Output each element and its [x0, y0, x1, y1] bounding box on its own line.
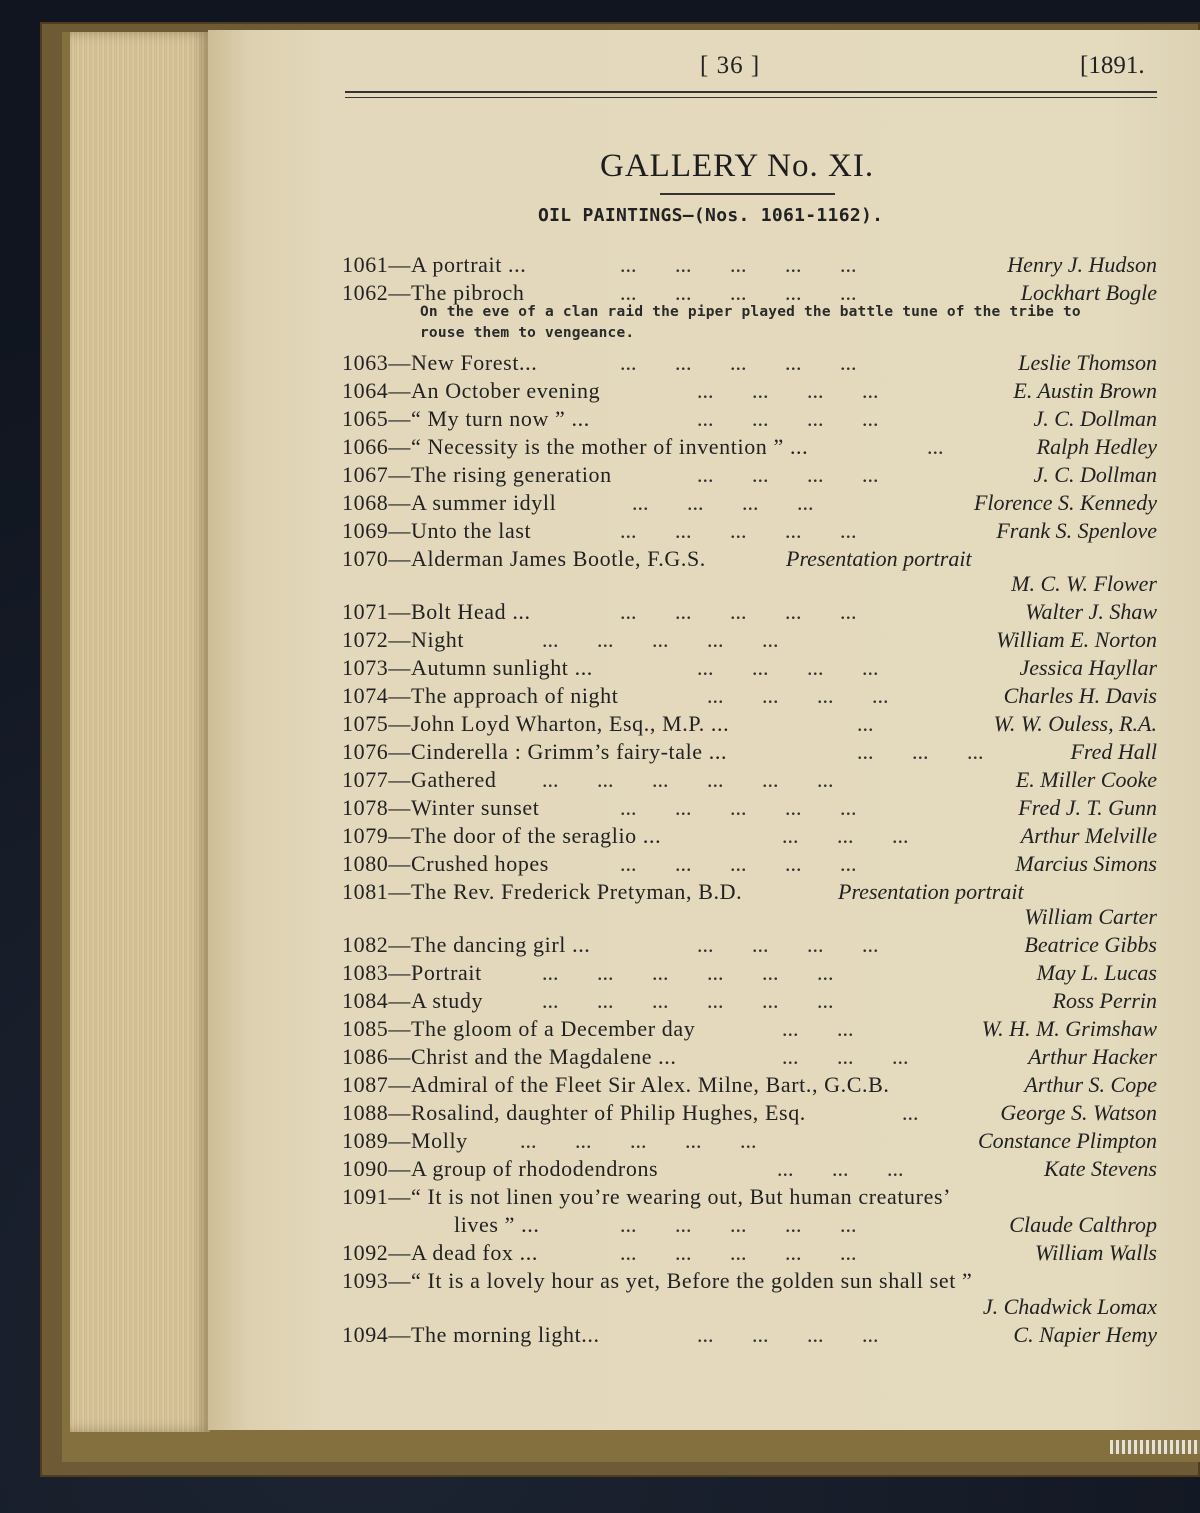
- entry-title: 1092—A dead fox ...: [342, 1240, 538, 1265]
- entry-title: 1077—Gathered: [342, 767, 497, 792]
- catalogue-entry: [342, 406, 1157, 434]
- entry-note: On the eve of a clan raid the piper played the battle tune of the tribe to: [420, 304, 1081, 320]
- entry-title: 1064—An October evening: [342, 378, 601, 403]
- catalogue-entry: [342, 711, 1157, 739]
- entry-title: 1090—A group of rhododendrons: [342, 1156, 659, 1181]
- entry-artist: Fred Hall: [1070, 739, 1157, 764]
- entry-title: 1091—“ It is not linen you’re wearing out, But human creatures’: [342, 1184, 952, 1209]
- catalogue-entry: [342, 1268, 1157, 1296]
- entry-title: 1069—Unto the last: [342, 518, 532, 543]
- leader-dots: ... ... ... ... ...: [620, 252, 857, 277]
- entry-title: 1074—The approach of night: [342, 683, 619, 708]
- entry-artist: W. W. Ouless, R.A.: [993, 711, 1157, 736]
- entry-artist: E. Miller Cooke: [1015, 767, 1157, 792]
- leader-dots: ... ... ... ...: [697, 406, 879, 431]
- leader-dots: ... ... ... ... ... ...: [542, 767, 834, 792]
- entry-artist: Arthur Melville: [1020, 823, 1157, 848]
- entry-artist: Kate Stevens: [1043, 1156, 1157, 1181]
- catalogue-entry: [342, 1128, 1157, 1156]
- catalogue-entry: [342, 378, 1157, 406]
- entry-title: 1089—Molly: [342, 1128, 468, 1153]
- leader-dots: ... ... ... ... ... ...: [542, 988, 834, 1013]
- entry-title: 1071—Bolt Head ...: [342, 599, 531, 624]
- entry-title-continued: lives ” ...: [454, 1212, 540, 1237]
- gallery-title: GALLERY No. XI.: [600, 148, 875, 184]
- leader-dots: ... ... ... ...: [707, 683, 889, 708]
- catalogue-entry: [342, 490, 1157, 518]
- entry-artist: Arthur Hacker: [1028, 1044, 1157, 1069]
- entry-artist: C. Napier Hemy: [1013, 1322, 1157, 1347]
- catalogue-entry: [342, 655, 1157, 683]
- entry-title: 1082—The dancing girl ...: [342, 932, 591, 957]
- entry-title: 1075—John Loyd Wharton, Esq., M.P. ...: [342, 711, 730, 736]
- entry-title: 1085—The gloom of a December day: [342, 1016, 696, 1041]
- presentation-note: Presentation portrait: [838, 879, 1024, 904]
- catalogue-entry-continued: [342, 1212, 1157, 1240]
- leader-dots: ... ... ...: [782, 1044, 909, 1069]
- entry-artist: M. C. W. Flower: [1011, 571, 1157, 596]
- leader-dots: ... ...: [782, 1016, 854, 1041]
- entry-artist: Claude Calthrop: [1009, 1212, 1157, 1237]
- entry-title: 1081—The Rev. Frederick Pretyman, B.D.: [342, 879, 743, 904]
- entry-artist: Fred J. T. Gunn: [1018, 795, 1157, 820]
- catalogue-entry: [342, 739, 1157, 767]
- catalogue-entry: [342, 1016, 1157, 1044]
- catalogue-entry: [342, 1100, 1157, 1128]
- entry-artist: Jessica Hayllar: [1019, 655, 1157, 680]
- catalogue-entry: [342, 823, 1157, 851]
- leader-dots: ... ... ... ... ...: [520, 1128, 757, 1153]
- entry-title: 1084—A study: [342, 988, 484, 1013]
- catalogue-entry: [342, 932, 1157, 960]
- leader-dots: ... ... ... ... ...: [620, 599, 857, 624]
- catalogue-entry: [342, 1184, 1157, 1212]
- entry-title: 1072—Night: [342, 627, 465, 652]
- page-number: [ 36 ]: [700, 52, 761, 79]
- leader-dots: ... ... ... ... ...: [620, 795, 857, 820]
- entry-artist: E. Austin Brown: [1013, 378, 1157, 403]
- entry-title: 1065—“ My turn now ” ...: [342, 406, 590, 431]
- entry-title: 1088—Rosalind, daughter of Philip Hughes, Esq.: [342, 1100, 806, 1125]
- entry-title: 1076—Cinderella : Grimm’s fairy-tale ...: [342, 739, 728, 764]
- entry-title: 1079—The door of the seraglio ...: [342, 823, 662, 848]
- entry-artist: William Carter: [1024, 904, 1157, 929]
- leader-dots: ... ... ... ... ...: [620, 1212, 857, 1237]
- leader-dots: ... ... ... ... ...: [620, 280, 857, 305]
- leader-dots: ... ... ...: [777, 1156, 904, 1181]
- entry-artist: Ross Perrin: [1052, 988, 1157, 1013]
- leader-dots: ... ... ... ...: [697, 378, 879, 403]
- catalogue-entry: [342, 851, 1157, 879]
- catalogue-entry: [342, 767, 1157, 795]
- leader-dots: ... ... ... ... ...: [620, 350, 857, 375]
- leader-dots: ... ... ... ... ...: [620, 518, 857, 543]
- catalogue-entry: [342, 434, 1157, 462]
- entry-artist: J. Chadwick Lomax: [982, 1294, 1157, 1319]
- entry-note: rouse them to vengeance.: [420, 325, 635, 341]
- entry-title: 1066—“ Necessity is the mother of invention ” ...: [342, 434, 809, 459]
- entry-title: 1061—A portrait ...: [342, 252, 527, 277]
- catalogue-entry: [342, 795, 1157, 823]
- entry-artist: J. C. Dollman: [1033, 406, 1157, 431]
- entry-title: 1062—The pibroch: [342, 280, 525, 305]
- entry-artist: Henry J. Hudson: [1007, 252, 1157, 277]
- leader-dots: ...: [927, 434, 944, 459]
- leader-dots: ...: [857, 711, 874, 736]
- entry-artist: Beatrice Gibbs: [1024, 932, 1157, 957]
- leader-dots: ... ... ... ... ... ...: [542, 960, 834, 985]
- entry-title: 1087—Admiral of the Fleet Sir Alex. Milne, Bart., G.C.B.: [342, 1072, 890, 1097]
- entry-title: 1083—Portrait: [342, 960, 482, 985]
- leader-dots: ... ... ... ...: [632, 490, 814, 515]
- entry-artist: J. C. Dollman: [1033, 462, 1157, 487]
- entry-artist: Walter J. Shaw: [1025, 599, 1157, 624]
- page-year: [1891.: [1080, 52, 1145, 79]
- catalogue-entry: [342, 879, 1157, 907]
- presentation-note: Presentation portrait: [786, 546, 972, 571]
- catalogue-entry: [342, 960, 1157, 988]
- entry-title: 1094—The morning light...: [342, 1322, 600, 1347]
- entry-artist: Arthur S. Cope: [1024, 1072, 1157, 1097]
- entry-title: 1068—A summer idyll: [342, 490, 557, 515]
- entry-title: 1078—Winter sunset: [342, 795, 540, 820]
- entry-artist: Leslie Thomson: [1018, 350, 1157, 375]
- leader-dots: ... ... ... ... ...: [542, 627, 779, 652]
- catalogue-entry: [342, 1322, 1157, 1350]
- entry-artist: Lockhart Bogle: [1020, 280, 1157, 305]
- catalogue-entry: [342, 252, 1157, 280]
- leader-dots: ...: [902, 1100, 919, 1125]
- catalogue-entry: [342, 627, 1157, 655]
- entry-title: 1063—New Forest...: [342, 350, 538, 375]
- leader-dots: ... ... ... ... ...: [620, 1240, 857, 1265]
- entry-artist: William E. Norton: [996, 627, 1157, 652]
- entry-title: 1070—Alderman James Bootle, F.G.S.: [342, 546, 706, 571]
- catalogue-entry: [342, 1044, 1157, 1072]
- entry-artist: George S. Watson: [1000, 1100, 1157, 1125]
- leader-dots: ... ... ... ... ...: [620, 851, 857, 876]
- gallery-subtitle: OIL PAINTINGS—(Nos. 1061-1162).: [538, 205, 884, 226]
- entry-artist: May L. Lucas: [1036, 960, 1157, 985]
- entry-artist: Florence S. Kennedy: [973, 490, 1157, 515]
- entry-title: 1093—“ It is a lovely hour as yet, Before the golden sun shall set ”: [342, 1268, 973, 1293]
- entry-title: 1067—The rising generation: [342, 462, 612, 487]
- leader-dots: ... ... ... ...: [697, 932, 879, 957]
- entry-title: 1073—Autumn sunlight ...: [342, 655, 593, 680]
- entry-artist: Constance Plimpton: [977, 1128, 1157, 1153]
- catalogue-entry: [342, 546, 1157, 574]
- catalogue-entry: [342, 350, 1157, 378]
- entry-title: 1080—Crushed hopes: [342, 851, 549, 876]
- leader-dots: ... ... ...: [782, 823, 909, 848]
- catalogue-entry: [342, 1156, 1157, 1184]
- entry-artist: W. H. M. Grimshaw: [981, 1016, 1157, 1041]
- entry-artist: Charles H. Davis: [1003, 683, 1157, 708]
- catalogue-entry: [342, 683, 1157, 711]
- leader-dots: ... ... ...: [857, 739, 984, 764]
- catalogue-entry: [342, 462, 1157, 490]
- entry-artist: Ralph Hedley: [1036, 434, 1157, 459]
- catalogue-entry: [342, 518, 1157, 546]
- entry-artist: William Walls: [1034, 1240, 1157, 1265]
- catalogue-entry: [342, 1072, 1157, 1100]
- entry-title: 1086—Christ and the Magdalene ...: [342, 1044, 677, 1069]
- catalogue-entry: [342, 988, 1157, 1016]
- leader-dots: ... ... ... ...: [697, 655, 879, 680]
- leader-dots: ... ... ... ...: [697, 462, 879, 487]
- entry-artist: Frank S. Spenlove: [996, 518, 1157, 543]
- entry-artist: Marcius Simons: [1015, 851, 1157, 876]
- catalogue-entry: [342, 599, 1157, 627]
- catalogue-entry: [342, 1240, 1157, 1268]
- leader-dots: ... ... ... ...: [697, 1322, 879, 1347]
